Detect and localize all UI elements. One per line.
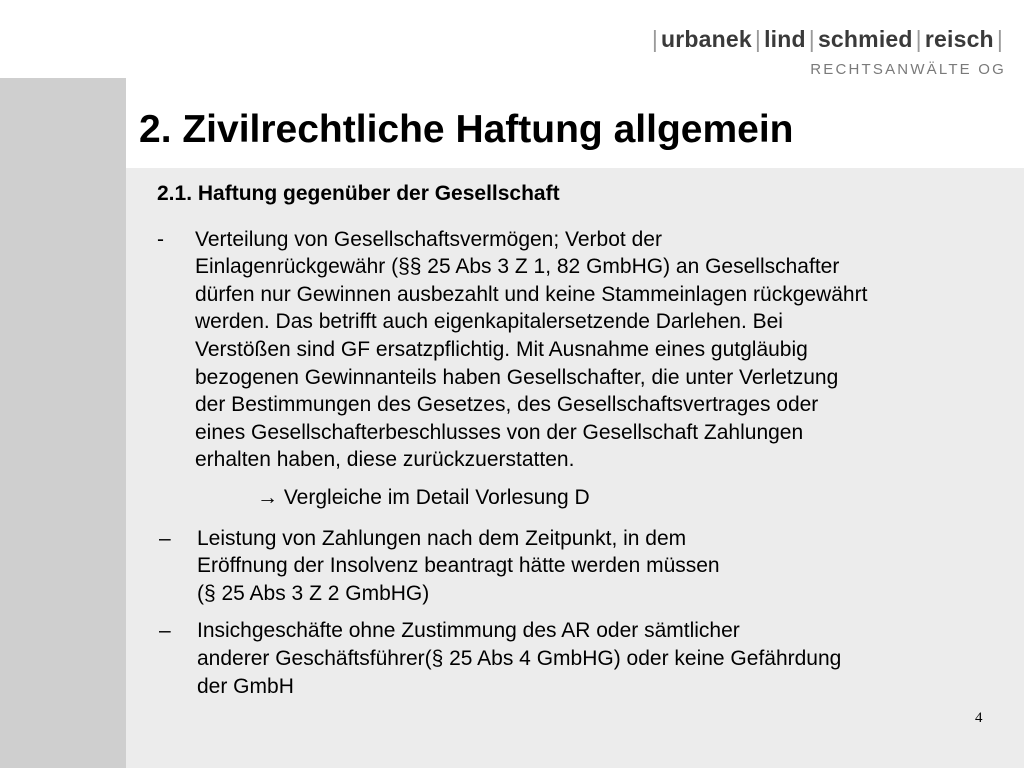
section-heading: 2.1. Haftung gegenüber der Gesellschaft <box>157 182 560 205</box>
text-line: eines Gesellschafterbeschlusses von der Gesellschaft Zahlungen <box>195 420 804 444</box>
page-number: 4 <box>975 710 983 726</box>
bullet-text <box>197 617 841 700</box>
bullet-item-insichgeschaefte <box>157 617 1012 700</box>
text-line: der GmbH <box>197 674 294 698</box>
text-line: Eröffnung der Insolvenz beantragt hätte werden müssen <box>197 554 720 578</box>
bullet-marker: – <box>159 526 171 550</box>
logo-part-reisch: reisch <box>924 26 994 52</box>
text-line: werden. Das betrifft auch eigenkapitalersetzende Darlehen. Bei <box>195 310 783 334</box>
text-line: anderer Geschäftsführer(§ 25 Abs 4 GmbHG) oder keine Gefährdung <box>197 646 842 670</box>
left-decorative-bar <box>0 78 126 768</box>
logo-part-schmied: schmied <box>817 26 913 52</box>
logo-part-lind: lind <box>764 26 806 52</box>
bullet-item-zahlungen-insolvenz <box>157 525 1012 608</box>
logo-separator: | <box>996 26 1003 52</box>
text-line: bezogenen Gewinnanteils haben Gesellschafter, die unter Verletzung <box>195 365 839 389</box>
logo-part-urbanek: urbanek <box>661 26 752 52</box>
text-line: dürfen nur Gewinnen ausbezahlt und keine Stammeinlagen rückgewährt <box>195 282 868 306</box>
bullet-text <box>195 226 867 474</box>
firm-logo <box>649 26 1006 78</box>
logo-separator: | <box>651 26 658 52</box>
slide-body <box>157 180 1012 710</box>
cross-reference: → Vergleiche im Detail Vorlesung D <box>257 485 590 509</box>
text-line: Verstößen sind GF ersatzpflichtig. Mit Ausnahme eines gutgläubig <box>195 337 808 361</box>
text-line: (§ 25 Abs 3 Z 2 GmbHG) <box>197 581 430 605</box>
bullet-item-einlagenrueckgewaehr <box>157 226 1012 474</box>
text-line: erhalten haben, diese zurückzuerstatten. <box>195 448 575 472</box>
text-line: Verteilung von Gesellschaftsvermögen; Verbot der <box>195 227 662 251</box>
bullet-marker: - <box>157 227 164 251</box>
logo-separator: | <box>915 26 922 52</box>
logo-wordmark <box>649 26 1006 53</box>
text-line: Leistung von Zahlungen nach dem Zeitpunkt, in dem <box>197 526 687 550</box>
logo-subtitle: RECHTSANWÄLTE OG <box>810 61 1006 78</box>
slide-title: 2. Zivilrechtliche Haftung allgemein <box>139 108 794 151</box>
text-line: Einlagenrückgewähr (§§ 25 Abs 3 Z 1, 82 GmbHG) an Gesellschafter <box>195 255 840 279</box>
logo-separator: | <box>808 26 815 52</box>
bullet-marker: – <box>159 619 171 643</box>
bullet-text <box>197 525 720 608</box>
text-line: Insichgeschäfte ohne Zustimmung des AR oder sämtlicher <box>197 619 740 643</box>
text-line: der Bestimmungen des Gesetzes, des Gesellschaftsvertrages oder <box>195 393 819 417</box>
logo-separator: | <box>754 26 762 52</box>
